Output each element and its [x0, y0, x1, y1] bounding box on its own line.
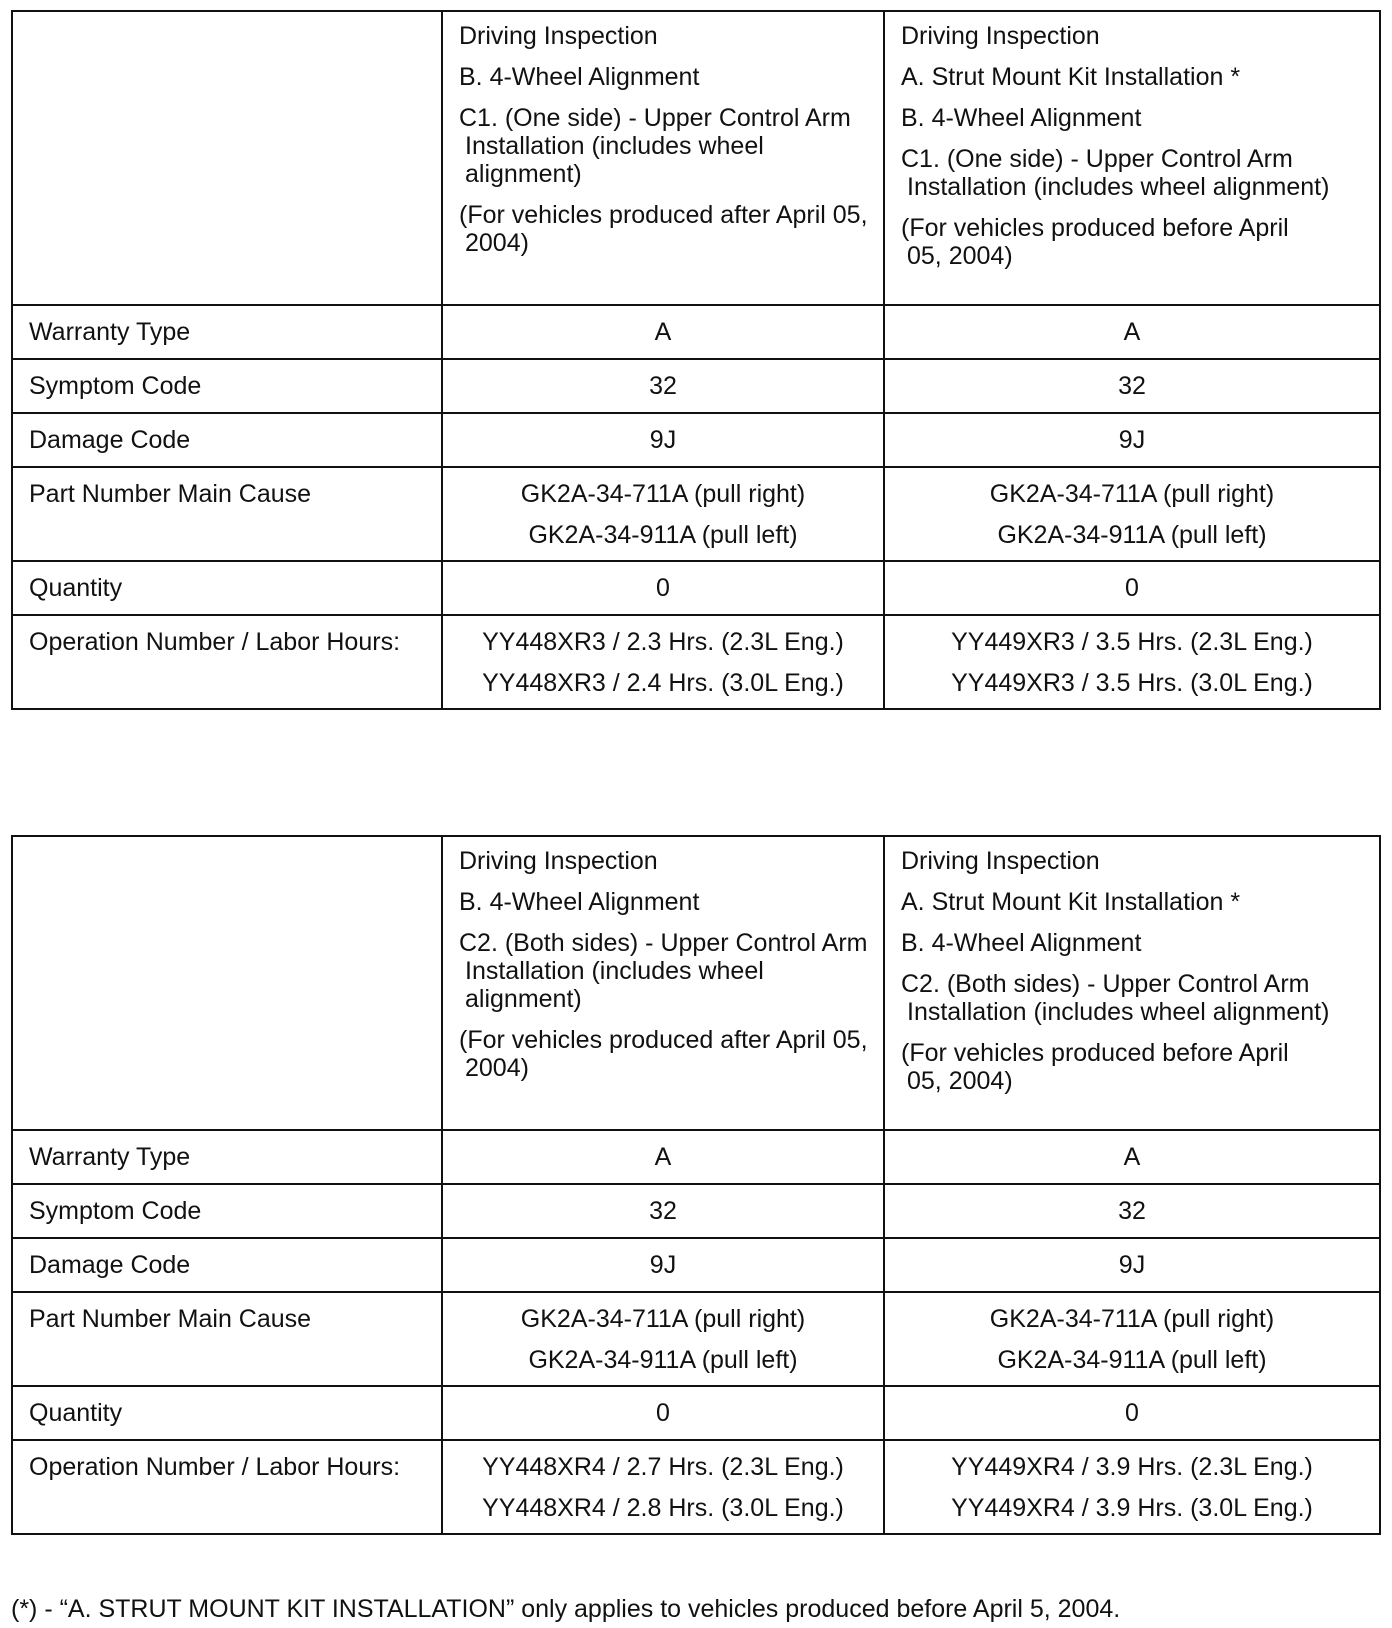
row-value: 32: [442, 1184, 884, 1238]
value-line: YY448XR4 / 2.7 Hrs. (2.3L Eng.): [482, 1453, 844, 1481]
row-value: 0: [884, 561, 1380, 615]
row-label: Part Number Main Cause: [12, 467, 442, 561]
header-line: C1. (One side) - Upper Control Arm Installation (includes wheel alignment): [459, 104, 851, 188]
table-row: [12, 413, 1380, 467]
value-line: YY449XR3 / 3.5 Hrs. (3.0L Eng.): [951, 669, 1313, 697]
header-line: Driving Inspection: [459, 847, 658, 875]
value-line: YY449XR3 / 3.5 Hrs. (2.3L Eng.): [951, 628, 1313, 656]
table-row: [12, 1440, 1380, 1534]
table-row: [12, 561, 1380, 615]
header-empty-cell: [12, 836, 442, 1130]
row-label: Symptom Code: [12, 1184, 442, 1238]
value-line: GK2A-34-911A (pull left): [528, 521, 798, 549]
value-line: YY449XR4 / 3.9 Hrs. (3.0L Eng.): [951, 1494, 1313, 1522]
header-cell-after-april-2004: [442, 836, 884, 1130]
header-line: B. 4-Wheel Alignment: [901, 104, 1142, 132]
row-value: 9J: [442, 1238, 884, 1292]
table-row: [12, 1292, 1380, 1386]
value-line: YY448XR4 / 2.8 Hrs. (3.0L Eng.): [482, 1494, 844, 1522]
row-value: A: [442, 1130, 884, 1184]
header-empty-cell: [12, 11, 442, 305]
value-line: GK2A-34-711A (pull right): [520, 1305, 806, 1333]
table-row: [12, 1130, 1380, 1184]
row-value: [884, 467, 1380, 561]
header-line: (For vehicles produced after April 05, 2004): [459, 201, 868, 257]
value-line: GK2A-34-911A (pull left): [997, 521, 1267, 549]
row-value: 32: [442, 359, 884, 413]
value-line: GK2A-34-711A (pull right): [989, 480, 1275, 508]
header-line: B. 4-Wheel Alignment: [459, 888, 700, 916]
header-cell-after-april-2004: [442, 11, 884, 305]
row-label: Warranty Type: [12, 305, 442, 359]
header-line: Driving Inspection: [459, 22, 658, 50]
value-line: YY448XR3 / 2.3 Hrs. (2.3L Eng.): [482, 628, 844, 656]
value-line: GK2A-34-711A (pull right): [520, 480, 806, 508]
row-value: 0: [442, 561, 884, 615]
value-line: YY449XR4 / 3.9 Hrs. (2.3L Eng.): [951, 1453, 1313, 1481]
row-value: [442, 615, 884, 709]
header-line: B. 4-Wheel Alignment: [459, 63, 700, 91]
warranty-table-1: [11, 10, 1381, 710]
header-line: C2. (Both sides) - Upper Control Arm Installation (includes wheel alignment): [459, 929, 868, 1013]
warranty-table-2: [11, 835, 1381, 1535]
table-header-row: [12, 11, 1380, 305]
footnote: (*) - “A. STRUT MOUNT KIT INSTALLATION” only applies to vehicles produced before April 5, 2004.: [11, 1595, 1121, 1623]
table-row: [12, 1386, 1380, 1440]
header-line: C2. (Both sides) - Upper Control Arm Installation (includes wheel alignment): [901, 970, 1330, 1026]
table-row: [12, 467, 1380, 561]
header-line: C1. (One side) - Upper Control Arm Installation (includes wheel alignment): [901, 145, 1330, 201]
row-label: Warranty Type: [12, 1130, 442, 1184]
row-value: [442, 1292, 884, 1386]
value-line: YY448XR3 / 2.4 Hrs. (3.0L Eng.): [482, 669, 844, 697]
table-header-row: [12, 836, 1380, 1130]
row-label: Operation Number / Labor Hours:: [12, 615, 442, 709]
row-label: Damage Code: [12, 413, 442, 467]
header-line: (For vehicles produced before April 05, 2004): [901, 1039, 1289, 1095]
row-label: Operation Number / Labor Hours:: [12, 1440, 442, 1534]
row-value: [442, 467, 884, 561]
row-value: 32: [884, 1184, 1380, 1238]
header-line: A. Strut Mount Kit Installation *: [901, 888, 1241, 916]
header-line: Driving Inspection: [901, 22, 1100, 50]
table-row: [12, 305, 1380, 359]
header-line: (For vehicles produced before April 05, 2004): [901, 214, 1289, 270]
header-line: B. 4-Wheel Alignment: [901, 929, 1142, 957]
row-value: A: [442, 305, 884, 359]
row-value: A: [884, 305, 1380, 359]
row-value: 32: [884, 359, 1380, 413]
value-line: GK2A-34-911A (pull left): [997, 1346, 1267, 1374]
row-value: A: [884, 1130, 1380, 1184]
header-line: (For vehicles produced after April 05, 2004): [459, 1026, 868, 1082]
header-line: A. Strut Mount Kit Installation *: [901, 63, 1241, 91]
row-label: Part Number Main Cause: [12, 1292, 442, 1386]
row-value: 0: [884, 1386, 1380, 1440]
row-label: Damage Code: [12, 1238, 442, 1292]
table-row: [12, 359, 1380, 413]
row-value: [884, 615, 1380, 709]
header-line: Driving Inspection: [901, 847, 1100, 875]
row-label: Symptom Code: [12, 359, 442, 413]
row-label: Quantity: [12, 1386, 442, 1440]
row-value: 9J: [442, 413, 884, 467]
header-cell-before-april-2004: [884, 11, 1380, 305]
row-label: Quantity: [12, 561, 442, 615]
value-line: GK2A-34-711A (pull right): [989, 1305, 1275, 1333]
value-line: GK2A-34-911A (pull left): [528, 1346, 798, 1374]
table-row: [12, 1238, 1380, 1292]
row-value: 9J: [884, 413, 1380, 467]
row-value: [442, 1440, 884, 1534]
row-value: 9J: [884, 1238, 1380, 1292]
row-value: 0: [442, 1386, 884, 1440]
row-value: [884, 1440, 1380, 1534]
header-cell-before-april-2004: [884, 836, 1380, 1130]
table-row: [12, 615, 1380, 709]
row-value: [884, 1292, 1380, 1386]
table-row: [12, 1184, 1380, 1238]
